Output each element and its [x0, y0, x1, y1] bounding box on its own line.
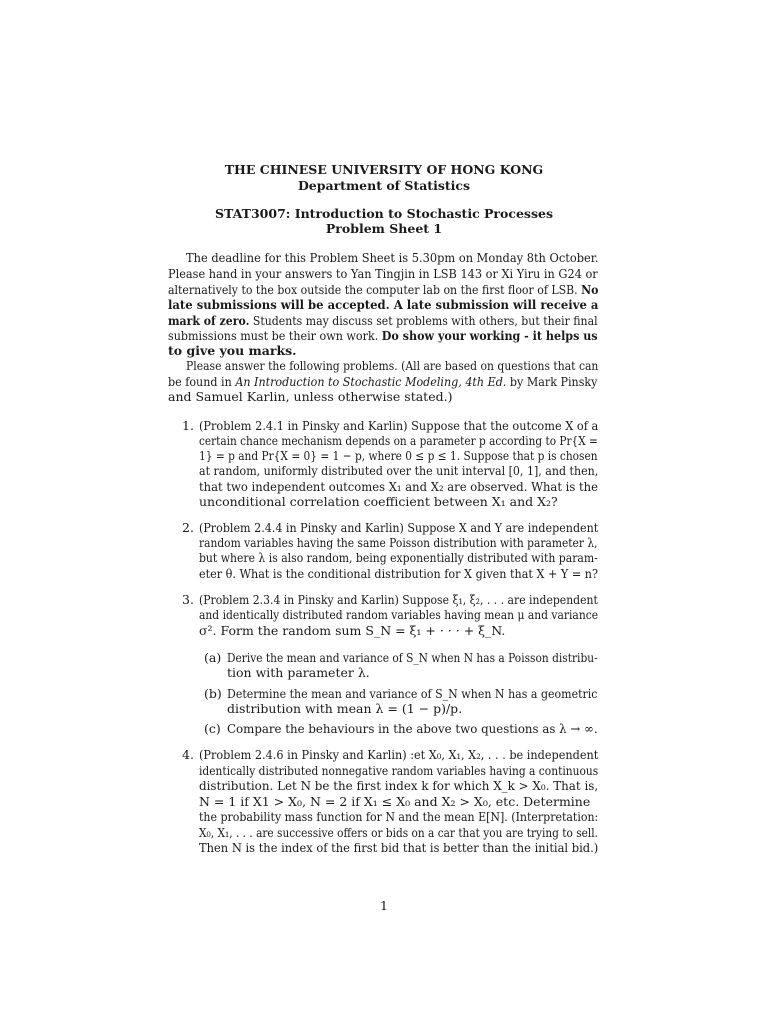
intro-line: The deadline for this Problem Sheet is 5.30pm on Monday 8th October. — [186, 250, 599, 265]
problem-line: eter θ. What is the conditional distribution for X given that X + Y = n? — [199, 566, 598, 581]
intro-line: Please hand in your answers to Yan Tingjin in LSB 143 or Xi Yiru in G24 or — [168, 266, 598, 281]
problem-line: the probability mass function for N and the mean E[N]. (Interpretation: — [199, 809, 599, 824]
intro-line — [168, 313, 598, 329]
subproblem-label: (c) — [204, 721, 221, 736]
problem-line: (Problem 2.3.4 in Pinsky and Karlin) Suppose ξ₁, ξ₂, . . . are independent — [199, 592, 598, 607]
intro-line: and Samuel Karlin, unless otherwise stated.) — [168, 389, 453, 404]
problem-number: 4. — [182, 747, 194, 762]
page-number: 1 — [380, 898, 388, 913]
intro-line — [168, 328, 598, 344]
intro-text: be found in — [168, 374, 232, 389]
problem-line: X₀, X₁, . . . are successive offers or bids on a car that you are trying to sell. — [199, 825, 599, 840]
problem-line: N = 1 if X1 > X₀, N = 2 if X₁ ≤ X₀ and X₂ > X₀, etc. Determine — [199, 794, 591, 809]
intro-line — [168, 282, 598, 298]
intro-text: Students may discuss set problems with others, but their final — [252, 313, 598, 328]
intro-text: alternatively to the box outside the computer lab on the first floor of LSB. — [168, 282, 578, 297]
problem-line: (Problem 2.4.6 in Pinsky and Karlin) :et X₀, X₁, X₂, . . . be independent — [199, 747, 599, 762]
subproblem-label: (a) — [204, 650, 222, 665]
problem-line: unconditional correlation coefficient between X₁ and X₂? — [199, 494, 558, 509]
problem-line: but where λ is also random, being exponentially distributed with param- — [199, 550, 598, 565]
subproblem-line: Derive the mean and variance of S_N when N has a Poisson distribu- — [227, 650, 598, 665]
problem-line: at random, uniformly distributed over the unit interval [0, 1], and then, — [199, 463, 599, 478]
problem-line: that two independent outcomes X₁ and X₂ are observed. What is the — [199, 479, 598, 494]
problem-line: random variables having the same Poisson distribution with parameter λ, — [199, 535, 598, 550]
intro-line: late submissions will be accepted. A late submission will receive a — [168, 297, 599, 312]
intro-text: by Mark Pinsky — [509, 374, 598, 389]
problem-line: (Problem 2.4.1 in Pinsky and Karlin) Suppose that the outcome X of a — [199, 418, 599, 433]
subproblem-line: tion with parameter λ. — [227, 665, 370, 680]
intro-bold: mark of zero. — [168, 313, 250, 328]
book-title: An Introduction to Stochastic Modeling, 4th Ed. — [235, 374, 507, 389]
subproblem-label: (b) — [204, 686, 222, 701]
problem-line: (Problem 2.4.4 in Pinsky and Karlin) Suppose X and Y are independent — [199, 520, 599, 535]
course-title: STAT3007: Introduction to Stochastic Processes — [215, 206, 553, 221]
intro-bold: Do show your working - it helps us — [381, 328, 598, 343]
problem-line: 1} = p and Pr{X = 0} = 1 − p, where 0 ≤ p ≤ 1. Suppose that p is chosen — [199, 448, 598, 463]
sheet-title: Problem Sheet 1 — [325, 221, 443, 236]
problem-line: Then N is the index of the first bid that is better than the initial bid.) — [199, 840, 599, 855]
intro-bold: No — [581, 282, 599, 297]
problem-line: identically distributed nonnegative random variables having a continuous — [199, 763, 599, 778]
intro-line — [168, 374, 597, 390]
subproblem-line: Compare the behaviours in the above two questions as λ → ∞. — [227, 721, 598, 736]
problem-number: 3. — [182, 592, 194, 607]
department-title: Department of Statistics — [297, 178, 471, 193]
subproblem-line: Determine the mean and variance of S_N when N has a geometric — [227, 686, 598, 701]
intro-text: submissions must be their own work. — [168, 328, 379, 343]
subproblem-line: distribution with mean λ = (1 − p)/p. — [227, 701, 463, 716]
intro-line: Please answer the following problems. (All are based on questions that can — [186, 358, 599, 373]
problem-number: 2. — [182, 520, 194, 535]
problem-number: 1. — [182, 418, 194, 433]
problem-line: and identically distributed random variables having mean μ and variance — [199, 607, 599, 622]
university-title: THE CHINESE UNIVERSITY OF HONG KONG — [224, 162, 544, 177]
problem-line: distribution. Let N be the first index k for which X_k > X₀. That is, — [199, 778, 599, 793]
problem-line: certain chance mechanism depends on a parameter p according to Pr{X = — [199, 433, 598, 448]
intro-line: to give you marks. — [168, 343, 297, 358]
problem-line: σ². Form the random sum S_N = ξ₁ + · · · + ξ_N. — [199, 623, 506, 638]
